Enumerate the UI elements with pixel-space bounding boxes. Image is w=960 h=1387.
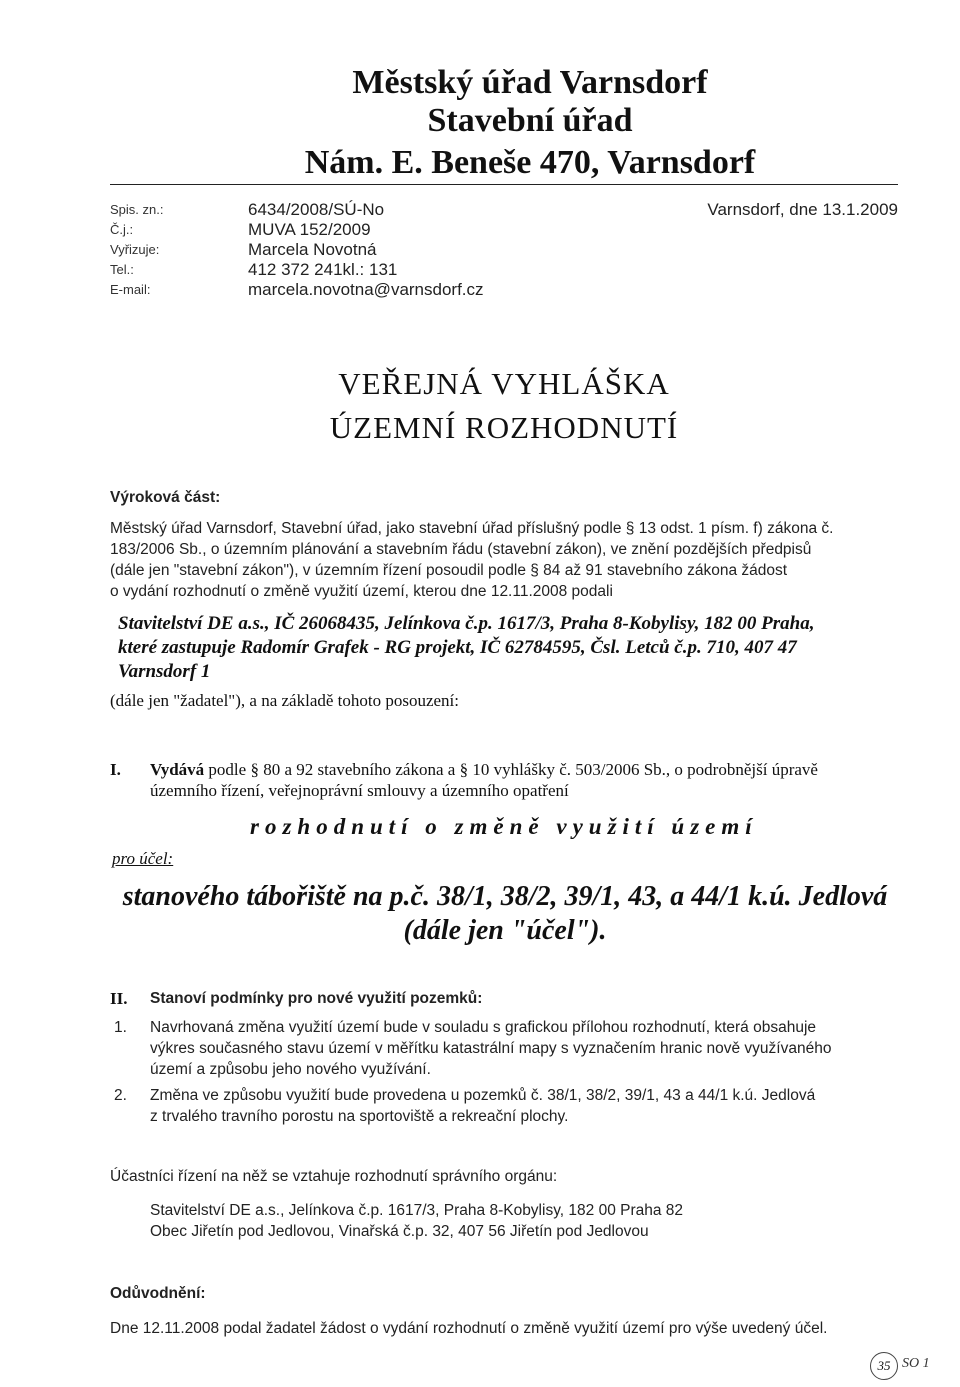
verdict-intro	[110, 518, 900, 602]
file-reference: 6434/2008/SÚ-No	[248, 200, 385, 219]
section-2-number: II.	[110, 989, 128, 1008]
reasoning-text: Dne 12.11.2008 podal žadatel žádost o vydání rozhodnutí o změně využití území pro výše uvedený účel.	[110, 1320, 828, 1337]
purpose-label: pro účel:	[112, 849, 174, 868]
condition-1-number: 1.	[114, 1019, 127, 1036]
applicant-alias: (dále jen "žadatel"), a na základě tohoto posouzení:	[110, 691, 460, 710]
meta-label: Spis. zn.:	[110, 202, 164, 217]
participants-heading: Účastníci řízení na něž se vztahuje rozhodnutí správního orgánu:	[110, 1168, 558, 1185]
participant: Stavitelství DE a.s., Jelínkova č.p. 1617/3, Praha 8-Kobylisy, 182 00 Praha 82	[150, 1202, 684, 1219]
condition-line: Změna ve způsobu využití bude provedena u pozemků č. 38/1, 38/2, 39/1, 43 a 44/1 k.ú. Jedlová	[150, 1087, 816, 1104]
applicant-line: které zastupuje Radomír Grafek - RG projekt, IČ 62784595, Čsl. Letců č.p. 710, 407 47	[118, 637, 797, 658]
section-1-line2: územního řízení, veřejnoprávní smlouvy a územního opatření	[150, 781, 569, 800]
public-notice-title: VEŘEJNÁ VYHLÁŠKA	[338, 366, 670, 401]
case-number: MUVA 152/2009	[248, 220, 371, 239]
intro-line: o vydání rozhodnutí o změně využití území, kterou dne 12.11.2008 podali	[110, 583, 613, 600]
decision-title: rozhodnutí o změně využití území	[250, 814, 758, 839]
meta-label: Č.j.:	[110, 222, 134, 237]
decision-type-title: ÚZEMNÍ ROZHODNUTÍ	[329, 410, 679, 445]
document-date: Varnsdorf, dne 13.1.2009	[707, 200, 898, 219]
meta-label: Vyřizuje:	[110, 242, 160, 257]
condition-line: Navrhovaná změna využití území bude v souladu s grafickou přílohou rozhodnutí, která obsahuje	[150, 1019, 817, 1036]
condition-line: území a způsobu jeho nového využívání.	[150, 1061, 431, 1078]
condition-line: výkres současného stavu území v měřítku katastrální mapy s vyznačením hranic nově využívaného	[150, 1040, 832, 1057]
section-1-line1: podle § 80 a 92 stavebního zákona a § 10 vyhlášky č. 503/2006 Sb., o podrobnější úpravě	[204, 760, 818, 779]
email: marcela.novotna@varnsdorf.cz	[248, 280, 484, 299]
participant: Obec Jiřetín pod Jedlovou, Vinařská č.p. 32, 407 56 Jiřetín pod Jedlovou	[150, 1223, 649, 1240]
department-name: Stavební úřad	[427, 102, 633, 139]
purpose-line-1: stanového tábořiště na p.č. 38/1, 38/2, 39/1, 43, a 44/1 k.ú. Jedlová	[122, 881, 888, 912]
condition-line: z trvalého travního porostu na sportoviště a rekreační plochy.	[150, 1108, 569, 1125]
handled-by: Marcela Novotná	[248, 240, 377, 259]
applicant-line: Stavitelství DE a.s., IČ 26068435, Jelínkova č.p. 1617/3, Praha 8-Kobylisy, 182 00 Praha,	[118, 613, 815, 634]
page-stamp: 35	[870, 1352, 898, 1380]
section-1-line	[150, 759, 900, 780]
applicant	[118, 612, 815, 684]
phone: 412 372 241kl.: 131	[248, 260, 398, 279]
intro-line: Městský úřad Varnsdorf, Stavební úřad, jako stavební úřad příslušný podle § 13 odst. 1 písm. f) zákona č.	[110, 520, 834, 537]
meta-label: E-mail:	[110, 282, 151, 297]
condition-1	[150, 1017, 900, 1080]
section-1-number: I.	[110, 760, 121, 779]
office-address: Nám. E. Beneše 470, Varnsdorf	[304, 144, 756, 181]
meta-label: Tel.:	[110, 262, 134, 277]
condition-2	[150, 1085, 900, 1127]
header-divider	[110, 184, 898, 185]
stamp-note: SO 1	[902, 1356, 930, 1371]
intro-line: (dále jen "stavební zákon"), v územním řízení posoudil podle § 84 až 91 stavebního zákona žádost	[110, 562, 788, 579]
office-name: Městský úřad Varnsdorf	[352, 64, 708, 101]
verdict-heading: Výroková část:	[110, 489, 221, 506]
section-2-heading: Stanoví podmínky pro nové využití pozemků:	[150, 990, 483, 1007]
applicant-line: Varnsdorf 1	[118, 661, 211, 682]
reasoning-heading: Odůvodnění:	[110, 1285, 206, 1302]
condition-2-number: 2.	[114, 1087, 127, 1104]
meta-values	[248, 200, 484, 300]
participants-list	[150, 1200, 683, 1242]
meta-labels	[110, 200, 163, 300]
intro-line: 183/2006 Sb., o územním plánování a stavebním řádu (stavební zákon), ve znění pozdějších předpisů	[110, 541, 812, 558]
purpose-line-2: (dále jen "účel").	[403, 915, 607, 946]
issues-word: Vydává	[150, 760, 205, 779]
section-1-text	[150, 759, 900, 801]
